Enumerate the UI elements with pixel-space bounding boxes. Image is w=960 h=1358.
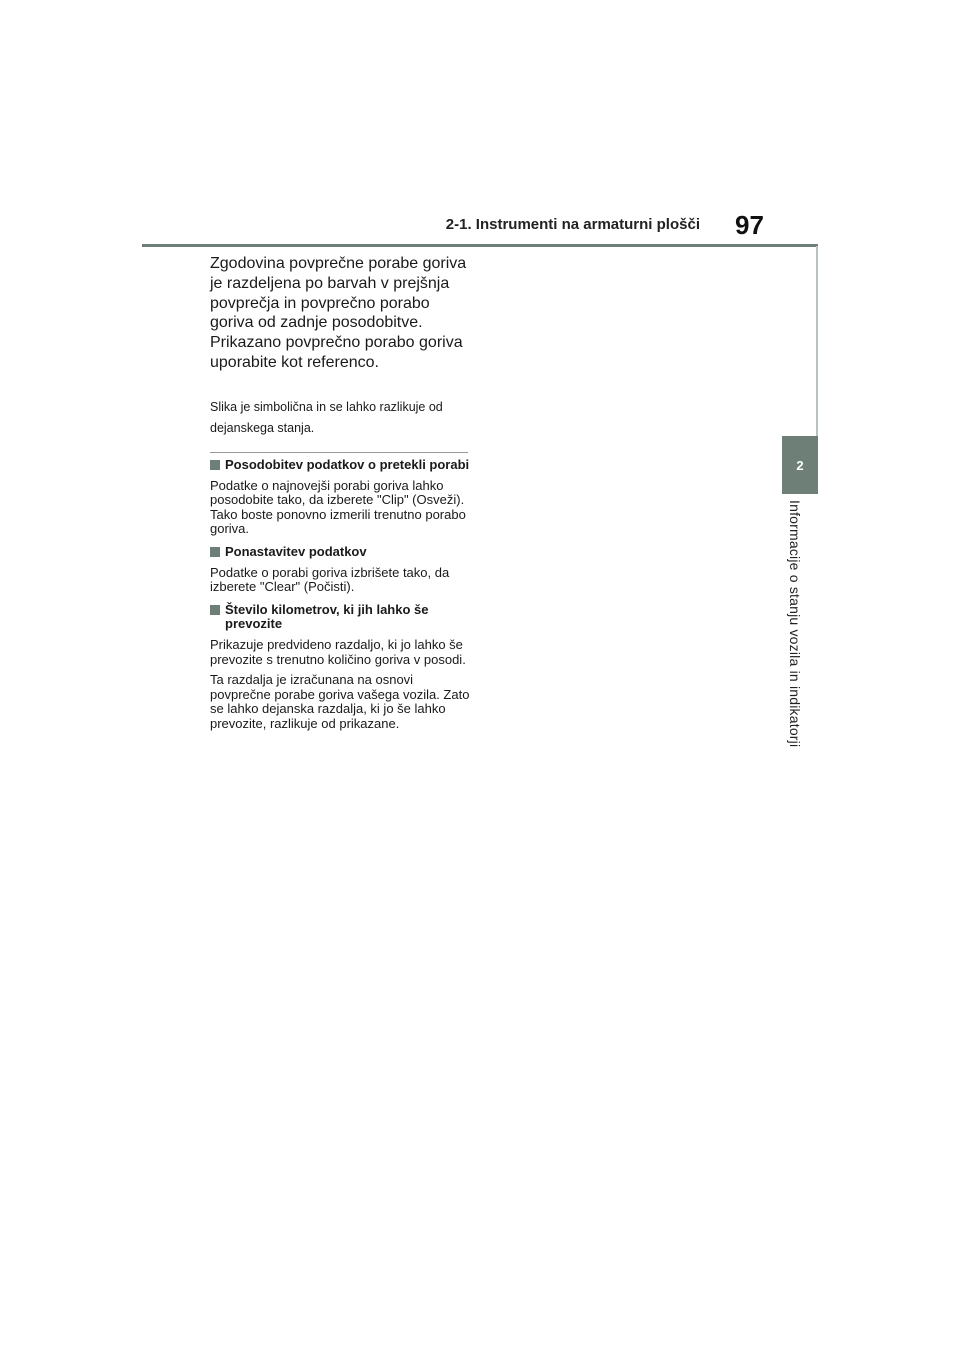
square-bullet-icon (210, 547, 220, 557)
section-heading-text: Ponastavitev podatkov (225, 543, 367, 559)
intro-paragraph: Zgodovina povprečne porabe goriva je razdeljena po barvah v prejšnja povprečja in povprečno porabo goriva od zadnje posodobitve. Prikazano povprečno porabo goriva uporabite kot referenco. (210, 255, 467, 371)
image-note: Slika je simbolična in se lahko razlikuje od dejanskega stanja. (210, 400, 443, 435)
section-heading (210, 458, 472, 473)
section-range (210, 603, 472, 732)
side-rule (816, 246, 818, 436)
section-heading (210, 545, 472, 560)
section-heading-text: Število kilometrov, ki jih lahko še prevozite (225, 601, 429, 632)
section-paragraph: Podatke o najnovejši porabi goriva lahko posodobite tako, da izberete "Clip" (Osveži). Tako boste ponovno izmerili trenutno porabo goriva. (210, 477, 466, 537)
section-reset-data (210, 545, 472, 595)
square-bullet-icon (210, 605, 220, 615)
chapter-title: Informacije o stanju vozila in indikatorji (787, 500, 803, 748)
square-bullet-icon (210, 460, 220, 470)
header-rule (142, 244, 818, 247)
section-paragraph: Prikazuje predvideno razdaljo, ki jo lahko še prevozite s trenutno količino goriva v posodi. (210, 636, 466, 667)
chapter-tab (782, 436, 818, 494)
chapter-number: 2 (796, 457, 804, 473)
section-update-data (210, 458, 472, 537)
header-section-title: 2-1. Instrumenti na armaturni plošči (445, 216, 700, 233)
section-paragraph: Ta razdalja je izračunana na osnovi povprečne porabe goriva vašega vozila. Zato se lahko dejanska razdalja, ki jo še lahko prevozite, razlikuje od prikazane. (210, 672, 470, 731)
page-number: 97 (735, 210, 764, 240)
section-heading-text: Posodobitev podatkov o pretekli porabi (225, 457, 470, 472)
divider (210, 452, 468, 453)
content-sections (210, 458, 472, 740)
section-heading (210, 603, 472, 632)
section-paragraph: Podatke o porabi goriva izbrišete tako, da izberete "Clear" (Počisti). (210, 564, 450, 595)
